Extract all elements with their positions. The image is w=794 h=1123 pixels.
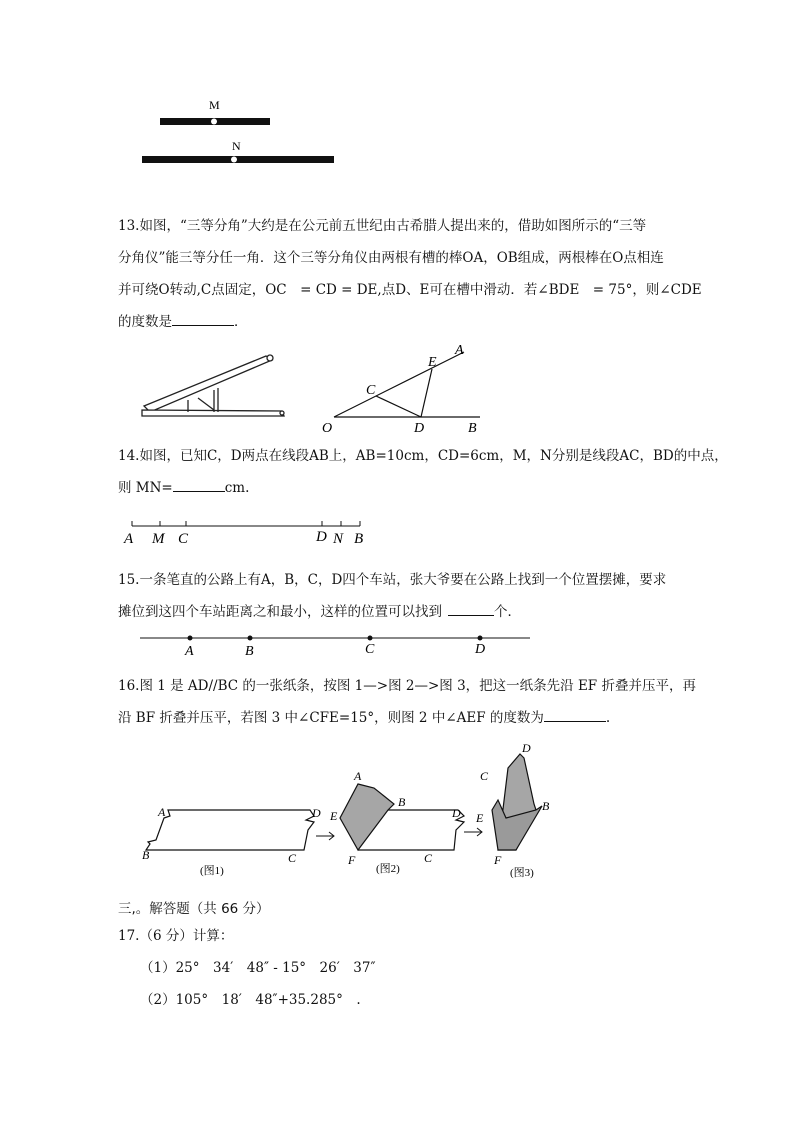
segment-de <box>421 369 432 417</box>
q13-answer-blank[interactable] <box>172 311 234 326</box>
label-a: A <box>124 531 134 547</box>
fig1-label-c: C <box>288 851 297 865</box>
q16-line1: 16.图 1 是 AD//BC 的一张纸条，按图 1—>图 2—>图 3，把这一纸条先沿 EF 折叠并压平，再 <box>118 678 696 694</box>
q16-line2 <box>118 702 610 734</box>
fig3-label-e: E <box>476 811 484 825</box>
label-c: C <box>365 642 375 657</box>
fig2-label-a: A <box>354 769 362 783</box>
q14-answer-blank[interactable] <box>173 477 225 492</box>
trisector-device-figure <box>138 350 290 422</box>
q15-line2-end: 个． <box>494 604 521 620</box>
fig1-label-b: B <box>142 848 150 862</box>
device-arm-upper <box>144 356 272 412</box>
q14-line2-end: cm. <box>224 480 250 496</box>
arrow-1 <box>316 832 334 840</box>
fig2-label-d: D <box>452 806 461 820</box>
label-a: A <box>185 644 194 659</box>
q15-line1: 15.一条笔直的公路上有A，B，C，D四个车站，张大爷要在公路上找到一个位置摆摊，要求 <box>118 572 667 588</box>
q15-line2-start: 摊位到这四个车站距离之和最小，这样的位置可以找到 <box>118 604 442 620</box>
fig3-label-b: B <box>542 799 550 813</box>
q13-line4-text: 的度数是 <box>118 314 172 330</box>
point-m <box>211 119 217 125</box>
fig3-label-c: C <box>480 769 489 783</box>
fig2-folded-flap <box>340 784 394 850</box>
q13-line3: 并可绕O转动,C点固定，OC = CD = DE,点D、E可在槽中滑动．若∠BDE = 75°，则∠CDE <box>118 282 702 298</box>
q15-line2 <box>118 596 521 628</box>
fig3-label-f: F <box>494 853 502 867</box>
q17-item-1: （1）25° 34′ 48″ - 15° 26′ 37″ <box>140 960 376 976</box>
bar-n <box>142 156 334 163</box>
fig2-label-e: E <box>330 809 338 823</box>
q13-line4-end: ． <box>234 314 248 330</box>
q17-title: 17.（6 分）计算： <box>118 928 234 944</box>
label-n: N <box>232 139 241 153</box>
section-3-heading: 三,。解答题（共 66 分） <box>118 901 270 917</box>
q13-line2: 分角仪”能三等分任一角．这个三等分角仪由两根有槽的棒OA，OB组成，两根棒在O点相连 <box>118 250 664 266</box>
paper-folding-figures <box>138 738 578 886</box>
arrow-2 <box>464 828 482 836</box>
station-d-dot <box>478 636 483 641</box>
q13-line4 <box>118 306 248 338</box>
label-c: C <box>178 531 189 547</box>
fig2-caption: (图2) <box>376 863 400 875</box>
device-knob <box>267 355 273 361</box>
fold-figure-1 <box>146 810 314 850</box>
fig1-label-d: D <box>312 806 321 820</box>
label-b: B <box>468 421 477 435</box>
label-d: D <box>475 642 486 657</box>
road-stations-figure <box>136 628 536 660</box>
device-brace <box>198 398 214 410</box>
fig2-label-f: F <box>348 853 356 867</box>
segment-cd <box>376 396 421 417</box>
station-b-dot <box>248 636 253 641</box>
q17-item-2: （2）105° 18′ 48″+35.285° . <box>140 992 361 1008</box>
q13-line1: 13.如图，“三等分角”大约是在公元前五世纪由古希腊人提出来的，借助如图所示的“三等 <box>118 218 647 234</box>
q14-line1: 14.如图，已知C，D两点在线段AB上，AB=10cm，CD=6cm，M，N分别是线段AC，BD的中点， <box>118 448 728 464</box>
label-n: N <box>333 531 344 547</box>
device-base-bar <box>142 410 284 416</box>
label-e: E <box>428 355 437 370</box>
fig3-label-d: D <box>522 741 531 755</box>
fig1-caption: (图1) <box>200 865 224 877</box>
figure-mn-bars <box>130 92 350 172</box>
label-b: B <box>245 644 254 659</box>
q15-answer-blank[interactable] <box>448 601 494 616</box>
fig2-label-b: B <box>398 795 406 809</box>
station-c-dot <box>368 636 373 641</box>
q16-line2-end: . <box>605 710 611 726</box>
device-end <box>280 411 284 415</box>
label-b: B <box>354 531 364 547</box>
q14-line2-start: 则 MN= <box>118 480 173 496</box>
trisector-geometry-figure <box>318 340 488 435</box>
label-o: O <box>322 421 333 435</box>
label-m: M <box>209 98 220 112</box>
label-m: M <box>152 531 165 547</box>
segment-ab-figure <box>118 512 378 552</box>
fig3-caption: (图3) <box>510 867 534 879</box>
q16-answer-blank[interactable] <box>544 707 606 722</box>
label-c: C <box>366 383 376 398</box>
fig1-label-a: A <box>158 805 166 819</box>
q14-line2 <box>118 472 249 504</box>
station-a-dot <box>188 636 193 641</box>
fig2-label-c: C <box>424 851 433 865</box>
label-d: D <box>414 421 425 435</box>
point-n <box>231 157 237 163</box>
label-a: A <box>455 343 464 358</box>
q16-line2-start: 沿 BF 折叠并压平，若图 3 中∠CFE=15°，则图 2 中∠AEF 的度数为 <box>118 710 544 726</box>
label-d: D <box>316 529 327 545</box>
